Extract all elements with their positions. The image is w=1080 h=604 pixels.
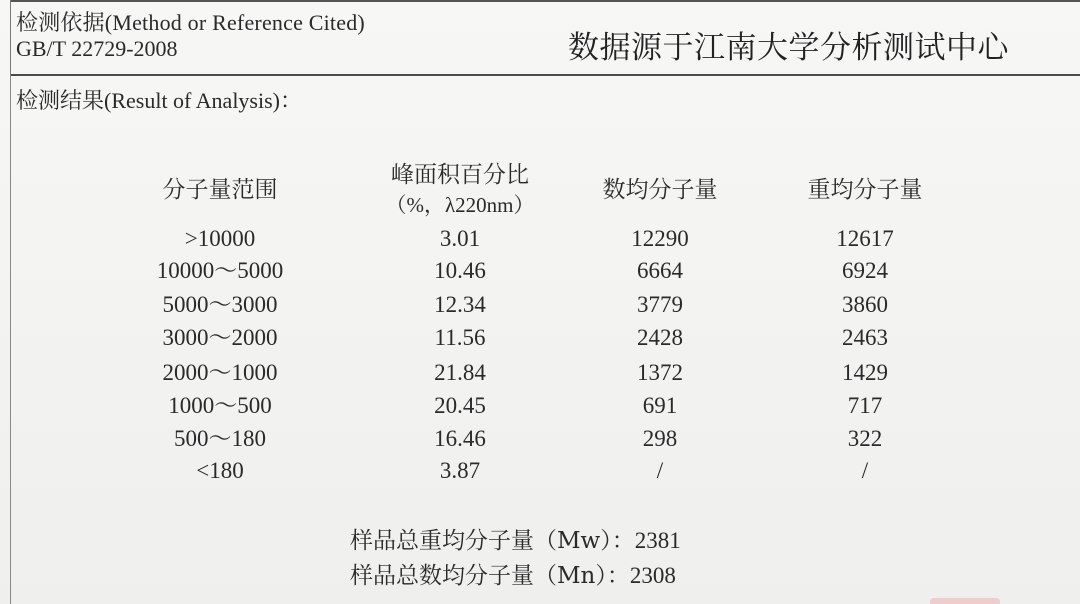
summary-mw-value: 2381 [634,528,681,553]
table-row [0,222,1080,255]
table-row [0,356,1080,389]
cell-range: 1000～500 [168,393,272,418]
cell-range: 10000～5000 [156,258,284,283]
cell-range: 500～180 [174,426,266,451]
column-header-area-sub: （%，λ220nm） [385,193,535,217]
cell-mn: 2428 [637,325,683,350]
table-row [0,422,1080,455]
cell-mn: 691 [642,393,678,418]
table-row [0,454,1080,487]
cell-mn: 298 [642,426,678,451]
table-row [0,254,1080,287]
cell-range: 5000～3000 [162,292,278,317]
cell-mn: 3779 [637,292,683,317]
cell-mn: / [656,458,664,483]
summary-mn-value: 2308 [629,563,676,588]
column-header-area-text: 峰面积百分比 [391,162,529,188]
summary-mn [350,557,676,590]
cell-area: 12.34 [434,292,486,317]
cell-mw: 1429 [842,360,888,385]
cell-area: 3.87 [439,458,481,483]
cell-area: 21.84 [434,360,486,385]
cell-range: <180 [196,458,244,483]
cell-range: 3000～2000 [162,325,278,350]
table-row [0,321,1080,354]
cell-mw: 6924 [842,258,888,283]
column-header-range [130,175,310,205]
column-header-area [370,160,550,220]
column-header-mw-text: 重均分子量 [807,177,923,203]
cell-mn: 6664 [637,258,683,283]
cell-area: 10.46 [434,258,486,283]
stamp-edge [930,598,1000,604]
summary-mw-label: 样品总重均分子量（Mw）： [350,528,635,554]
column-header-mn [570,175,750,205]
result-label: 检测结果(Result of Analysis)： [16,88,302,113]
cell-mn: 1372 [637,360,683,385]
table-row [0,288,1080,321]
cell-area: 20.45 [434,393,486,418]
cell-area: 16.46 [434,426,486,451]
cell-area: 11.56 [434,325,486,350]
cell-mw: 3860 [842,292,888,317]
cell-mw: 717 [847,393,883,418]
cell-mw: 322 [847,426,883,451]
method-label: 检测依据(Method or Reference Cited) [16,10,365,35]
cell-range: 2000～1000 [162,360,278,385]
cell-mn: 12290 [631,226,689,251]
source-note: 数据源于江南大学分析测试中心 [568,30,1009,66]
table-row [0,389,1080,422]
method-value: GB/T 22729-2008 [16,36,178,61]
column-header-mn-text: 数均分子量 [602,177,718,203]
cell-area: 3.01 [439,226,481,251]
summary-mw [350,522,681,555]
column-header-range-text: 分子量范围 [162,177,278,203]
summary-mn-label: 样品总数均分子量（Mn）： [350,563,630,589]
cell-mw: 2463 [842,325,888,350]
cell-range: >10000 [184,226,256,251]
cell-mw: / [861,458,869,483]
column-header-mw [775,175,955,205]
cell-mw: 12617 [836,226,894,251]
